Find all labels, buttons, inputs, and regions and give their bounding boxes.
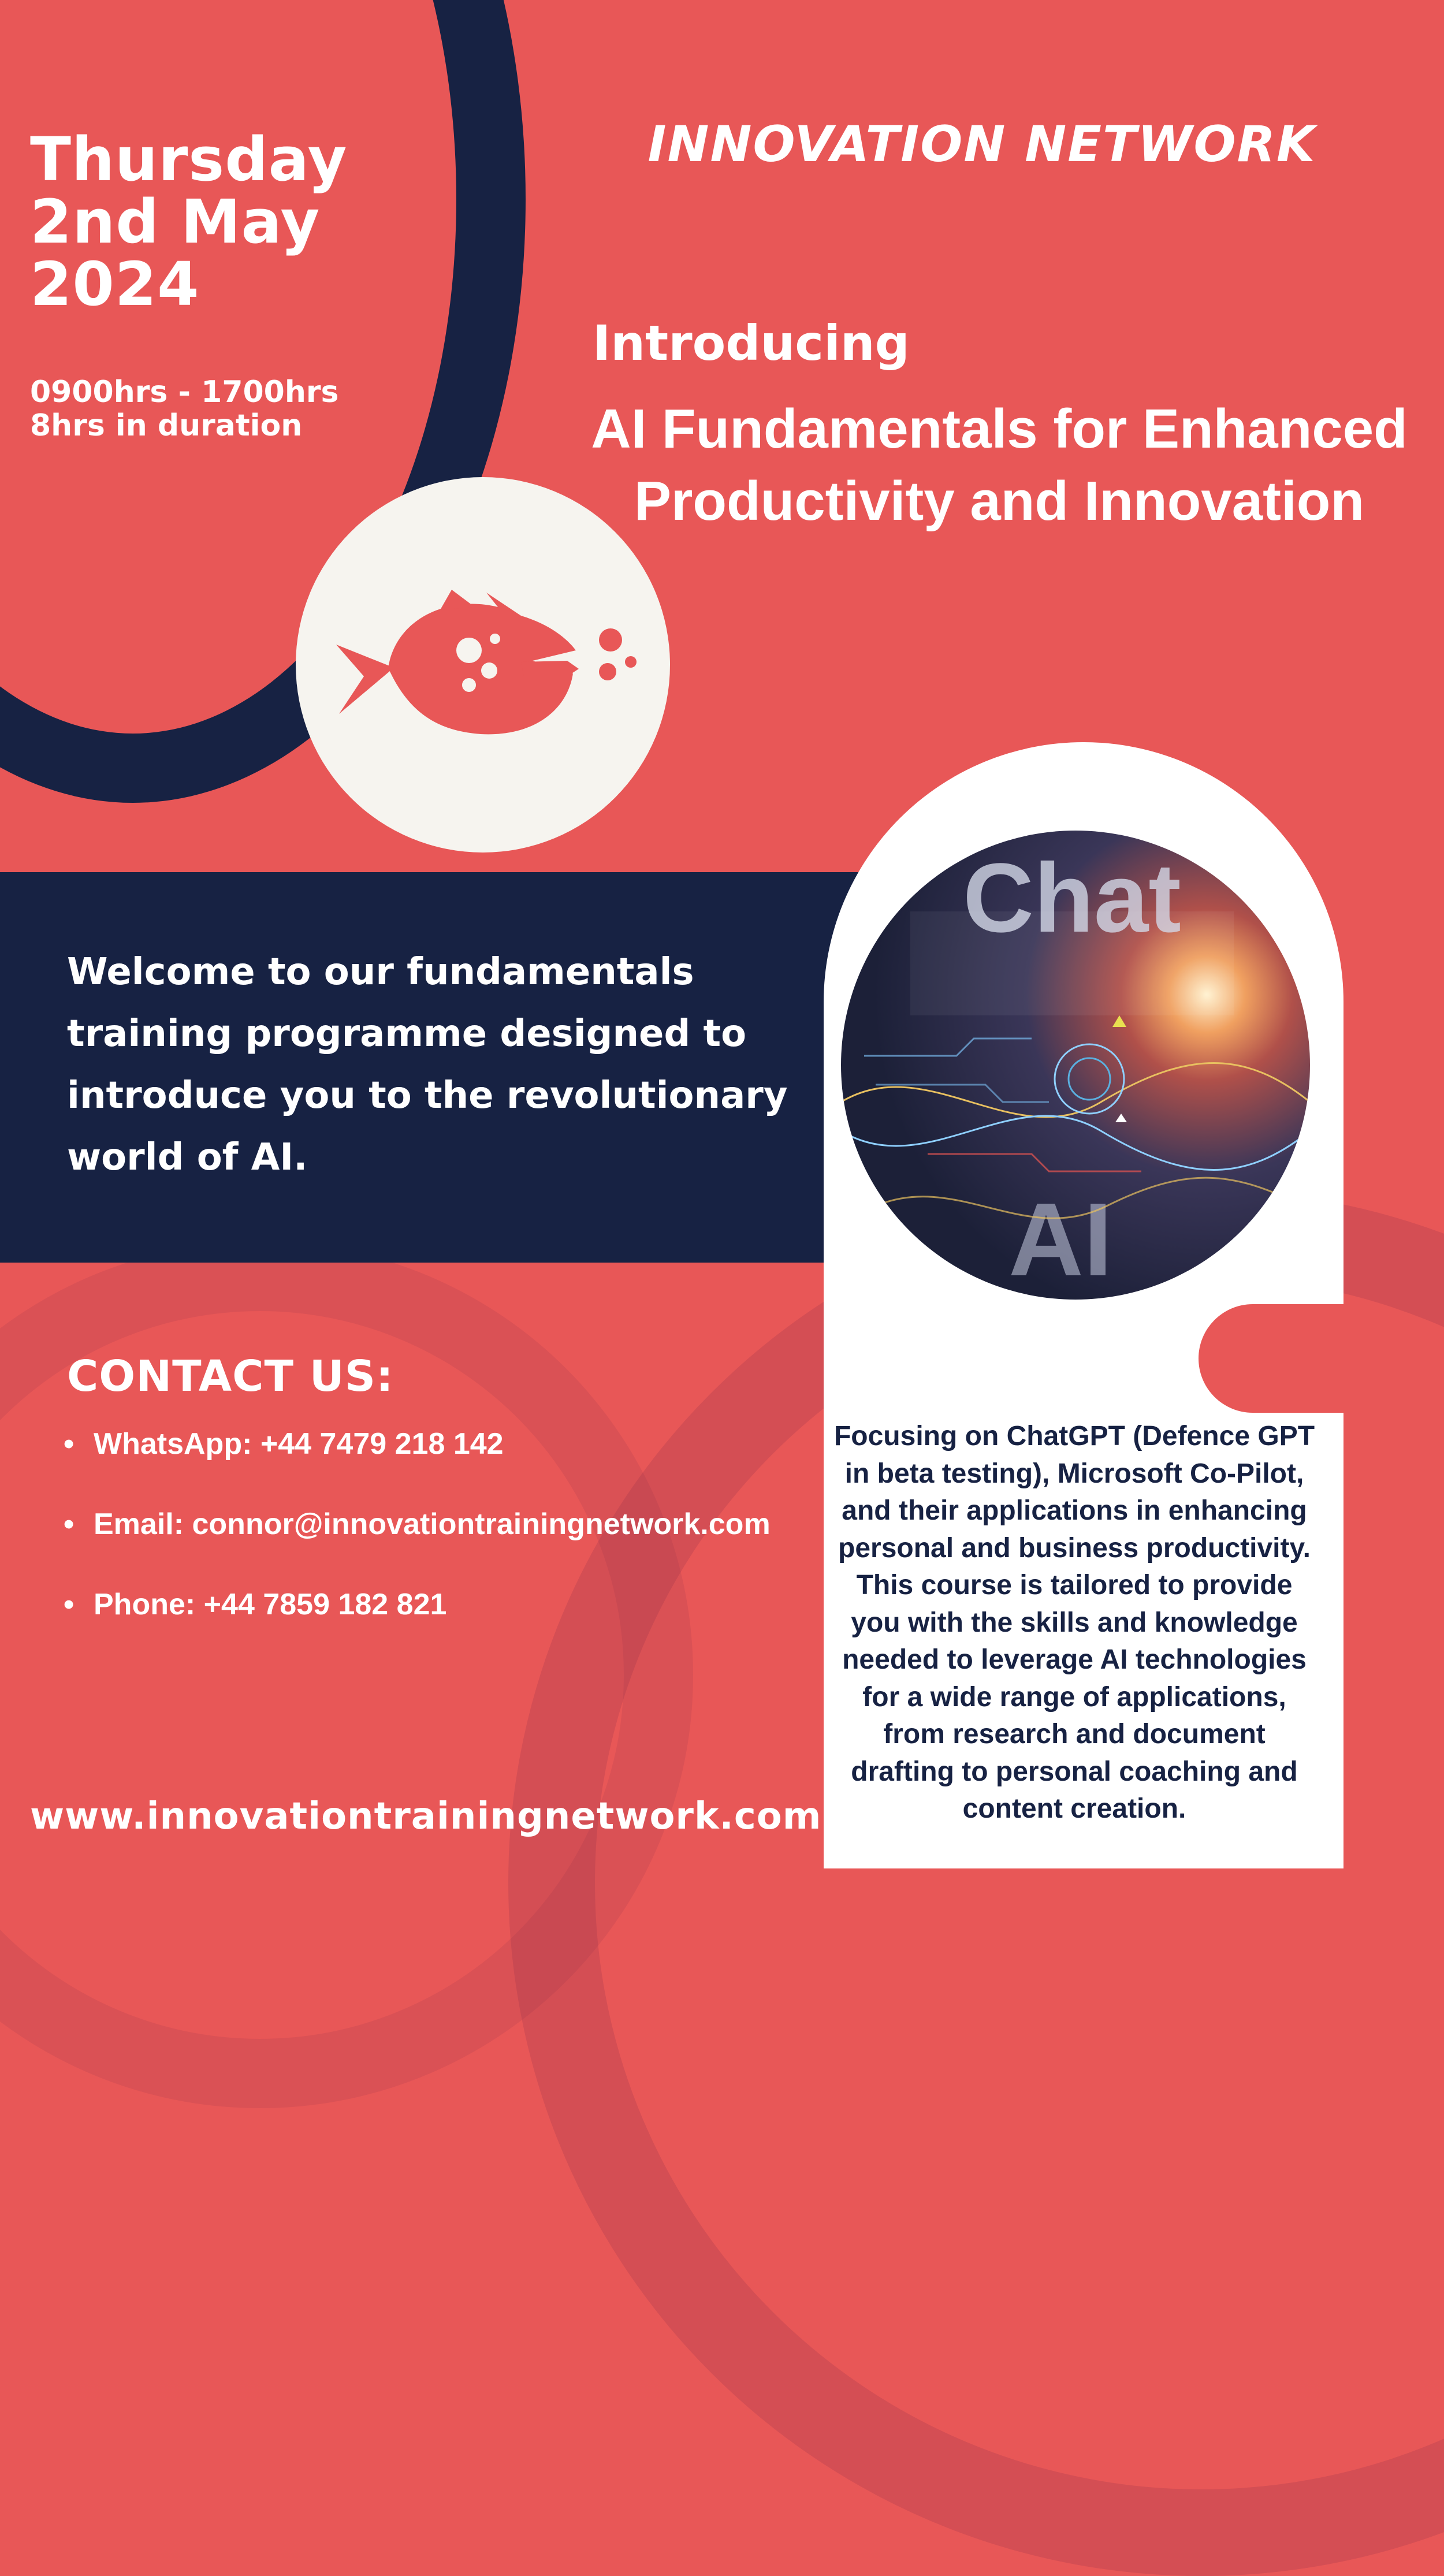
chat-ai-illustration [841, 831, 1310, 1300]
duration: 8hrs in duration [30, 408, 303, 443]
date-year: 2024 [30, 249, 200, 319]
contact-phone-text[interactable]: Phone: +44 7859 182 821 [94, 1588, 447, 1621]
contact-heading: CONTACT US: [67, 1352, 394, 1401]
welcome-line: training programme designed to [67, 1012, 747, 1055]
description-line: drafting to personal coaching and [851, 1756, 1298, 1787]
welcome-line: world of AI. [67, 1136, 308, 1179]
image-text-ai: AI [1008, 1182, 1112, 1298]
welcome-line: introduce you to the revolutionary [67, 1074, 788, 1117]
bullet: • [64, 1588, 75, 1621]
description-line: needed to leverage AI technologies [842, 1644, 1307, 1675]
website-link[interactable]: www.innovationtrainingnetwork.com [30, 1795, 822, 1838]
contact-email-text[interactable]: Email: connor@innovationtrainingnetwork.com [94, 1507, 771, 1541]
course-title-line-2: Productivity and Innovation [634, 470, 1365, 532]
description-line: This course is tailored to provide [856, 1570, 1293, 1600]
description-line: and their applications in enhancing [842, 1495, 1307, 1526]
date-month: 2nd May [30, 187, 321, 257]
course-title-line-1: AI Fundamentals for Enhanced [591, 398, 1408, 460]
contact-whatsapp-text[interactable]: WhatsApp: +44 7479 218 142 [94, 1427, 504, 1461]
course-description [832, 1418, 1317, 1828]
welcome-text [67, 941, 806, 1189]
intro-label: Introducing [593, 315, 910, 371]
event-date [30, 124, 348, 319]
contact-email[interactable] [64, 1501, 771, 1581]
panel-tab [1199, 1304, 1349, 1413]
course-title [578, 393, 1421, 537]
description-line: in beta testing), Microsoft Co-Pilot, [844, 1458, 1304, 1489]
contact-phone[interactable] [64, 1581, 771, 1662]
description-line: for a wide range of applications, [862, 1681, 1286, 1713]
description-line: Focusing on ChatGPT (Defence GPT [833, 1421, 1315, 1451]
contact-whatsapp[interactable] [64, 1421, 771, 1501]
contact-list [64, 1421, 771, 1662]
image-text-chat: Chat [963, 843, 1181, 953]
description-line: from research and document [883, 1719, 1266, 1749]
event-time [30, 375, 338, 442]
bullet: • [64, 1507, 75, 1541]
bullet: • [64, 1427, 75, 1461]
welcome-line: Welcome to our fundamentals [67, 951, 694, 993]
description-line: content creation. [962, 1793, 1186, 1824]
description-line: personal and business productivity. [838, 1532, 1311, 1564]
time-range: 0900hrs - 1700hrs [30, 375, 339, 410]
description-line: you with the skills and knowledge [851, 1607, 1298, 1638]
chat-ai-image [841, 831, 1310, 1300]
date-day: Thursday [30, 124, 348, 195]
organisation-name: INNOVATION NETWORK [647, 116, 1316, 173]
